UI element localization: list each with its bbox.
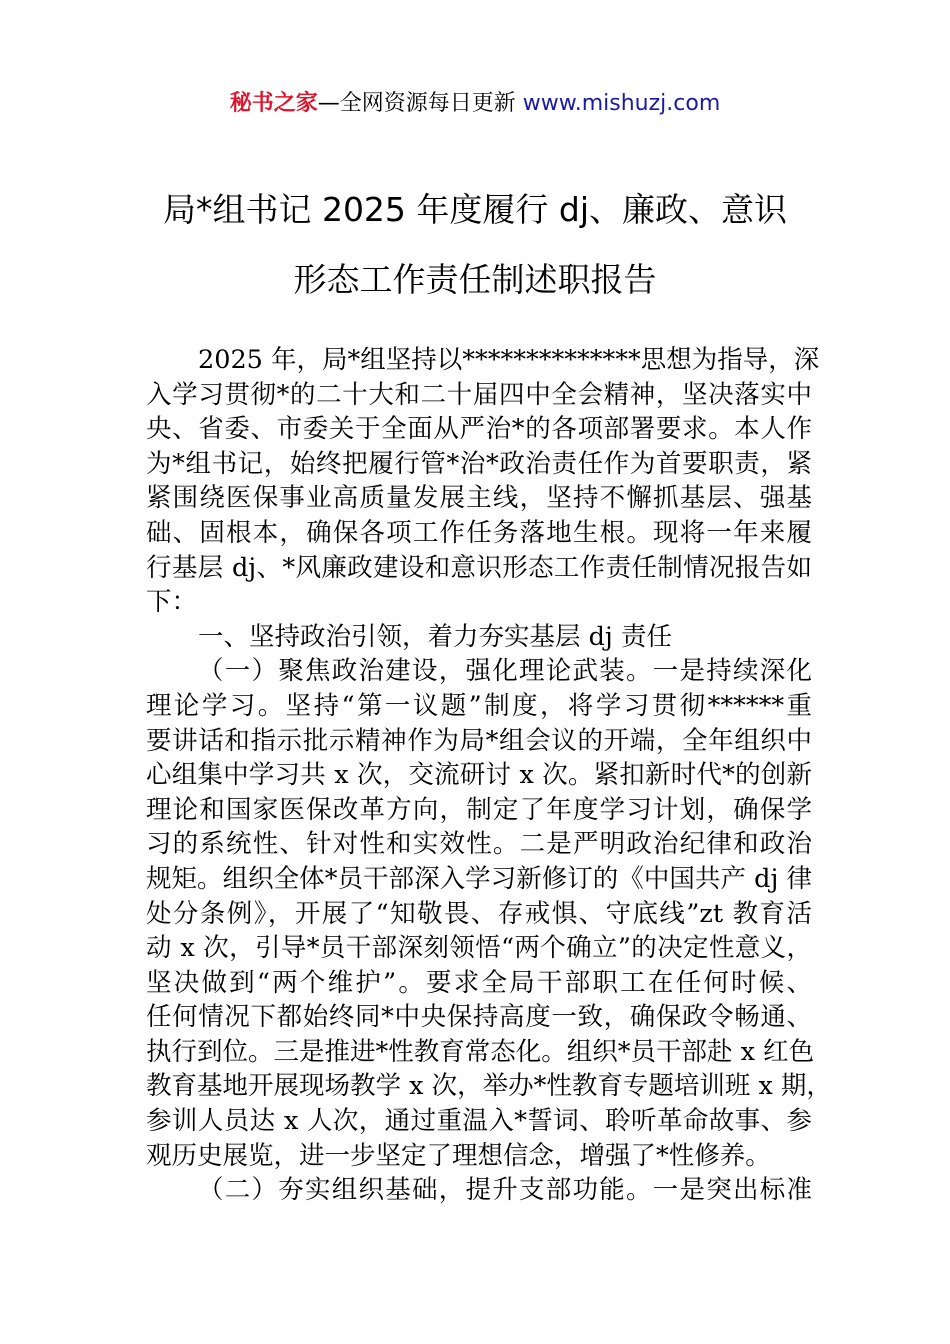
body-line: 参训人员达 x 人次，通过重温入*誓词、聆听革命故事、参: [146, 1106, 812, 1137]
body-line: 础、固根本，确保各项工作任务落地生根。现将一年来履: [146, 517, 812, 548]
body-line: 观历史展览，进一步坚定了理想信念，增强了*性修养。: [146, 1140, 771, 1171]
body-line: （二）夯实组织基础，提升支部功能。一是突出标准: [198, 1175, 812, 1206]
body-line: 理论和国家医保改革方向，制定了年度学习计划，确保学: [146, 794, 812, 825]
body-line: 心组集中学习共 x 次，交流研讨 x 次。紧扣新时代*的创新: [146, 760, 812, 791]
body-line: （一）聚焦政治建设，强化理论武装。一是持续深化: [198, 656, 812, 687]
body-line: 教育基地开展现场教学 x 次，举办*性教育专题培训班 x 期，: [146, 1071, 832, 1102]
site-header: [0, 88, 950, 120]
document-title-line-1: 局*组书记 2025 年度履行 dj、廉政、意识: [162, 190, 788, 229]
site-brand: 秘书之家: [229, 91, 318, 116]
site-tagline: —全网资源每日更新: [317, 91, 523, 116]
body-line: 任何情况下都始终同*中央保持高度一致，确保政令畅通、: [146, 1002, 812, 1033]
body-line: 下：: [146, 587, 198, 618]
body-line: 为*组书记，始终把履行管*治*政治责任作为首要职责，紧: [146, 448, 812, 479]
body-line: 习的系统性、针对性和实效性。二是严明政治纪律和政治: [146, 829, 812, 860]
body-line: 坚决做到“两个维护”。要求全局干部职工在任何时候、: [146, 967, 812, 998]
body-line: 央、省委、市委关于全面从严治*的各项部署要求。本人作: [146, 414, 812, 445]
body-line: 执行到位。三是推进*性教育常态化。组织*员干部赴 x 红色: [146, 1036, 815, 1067]
document-title-line-2: 形态工作责任制述职报告: [293, 260, 657, 299]
body-line: 2025 年，局*组坚持以**************思想为指导，深: [198, 345, 820, 375]
section-heading: 一、坚持政治引领，着力夯实基层 dj 责任: [198, 621, 672, 652]
body-line: 动 x 次，引导*员干部深刻领悟“两个确立”的决定性意义，: [146, 933, 812, 964]
body-line: 处分条例》，开展了“知敬畏、存戒惧、守底线”zt 教育活: [146, 898, 812, 929]
body-line: 规矩。组织全体*员干部深入学习新修订的《中国共产 dj 律: [146, 863, 812, 894]
body-line: 紧围绕医保事业高质量发展主线，坚持不懈抓基层、强基: [146, 483, 812, 514]
site-url-link[interactable]: www.mishuzj.com: [522, 91, 721, 116]
body-line: 要讲话和指示批示精神作为局*组会议的开端，全年组织中: [146, 725, 812, 756]
body-line: 入学习贯彻*的二十大和二十届四中全会精神，坚决落实中: [146, 379, 812, 410]
document-body: [146, 343, 832, 1208]
body-line: 行基层 dj、*风廉政建设和意识形态工作责任制情况报告如: [146, 552, 812, 583]
body-line: 理论学习。坚持“第一议题”制度，将学习贯彻******重: [146, 690, 812, 721]
